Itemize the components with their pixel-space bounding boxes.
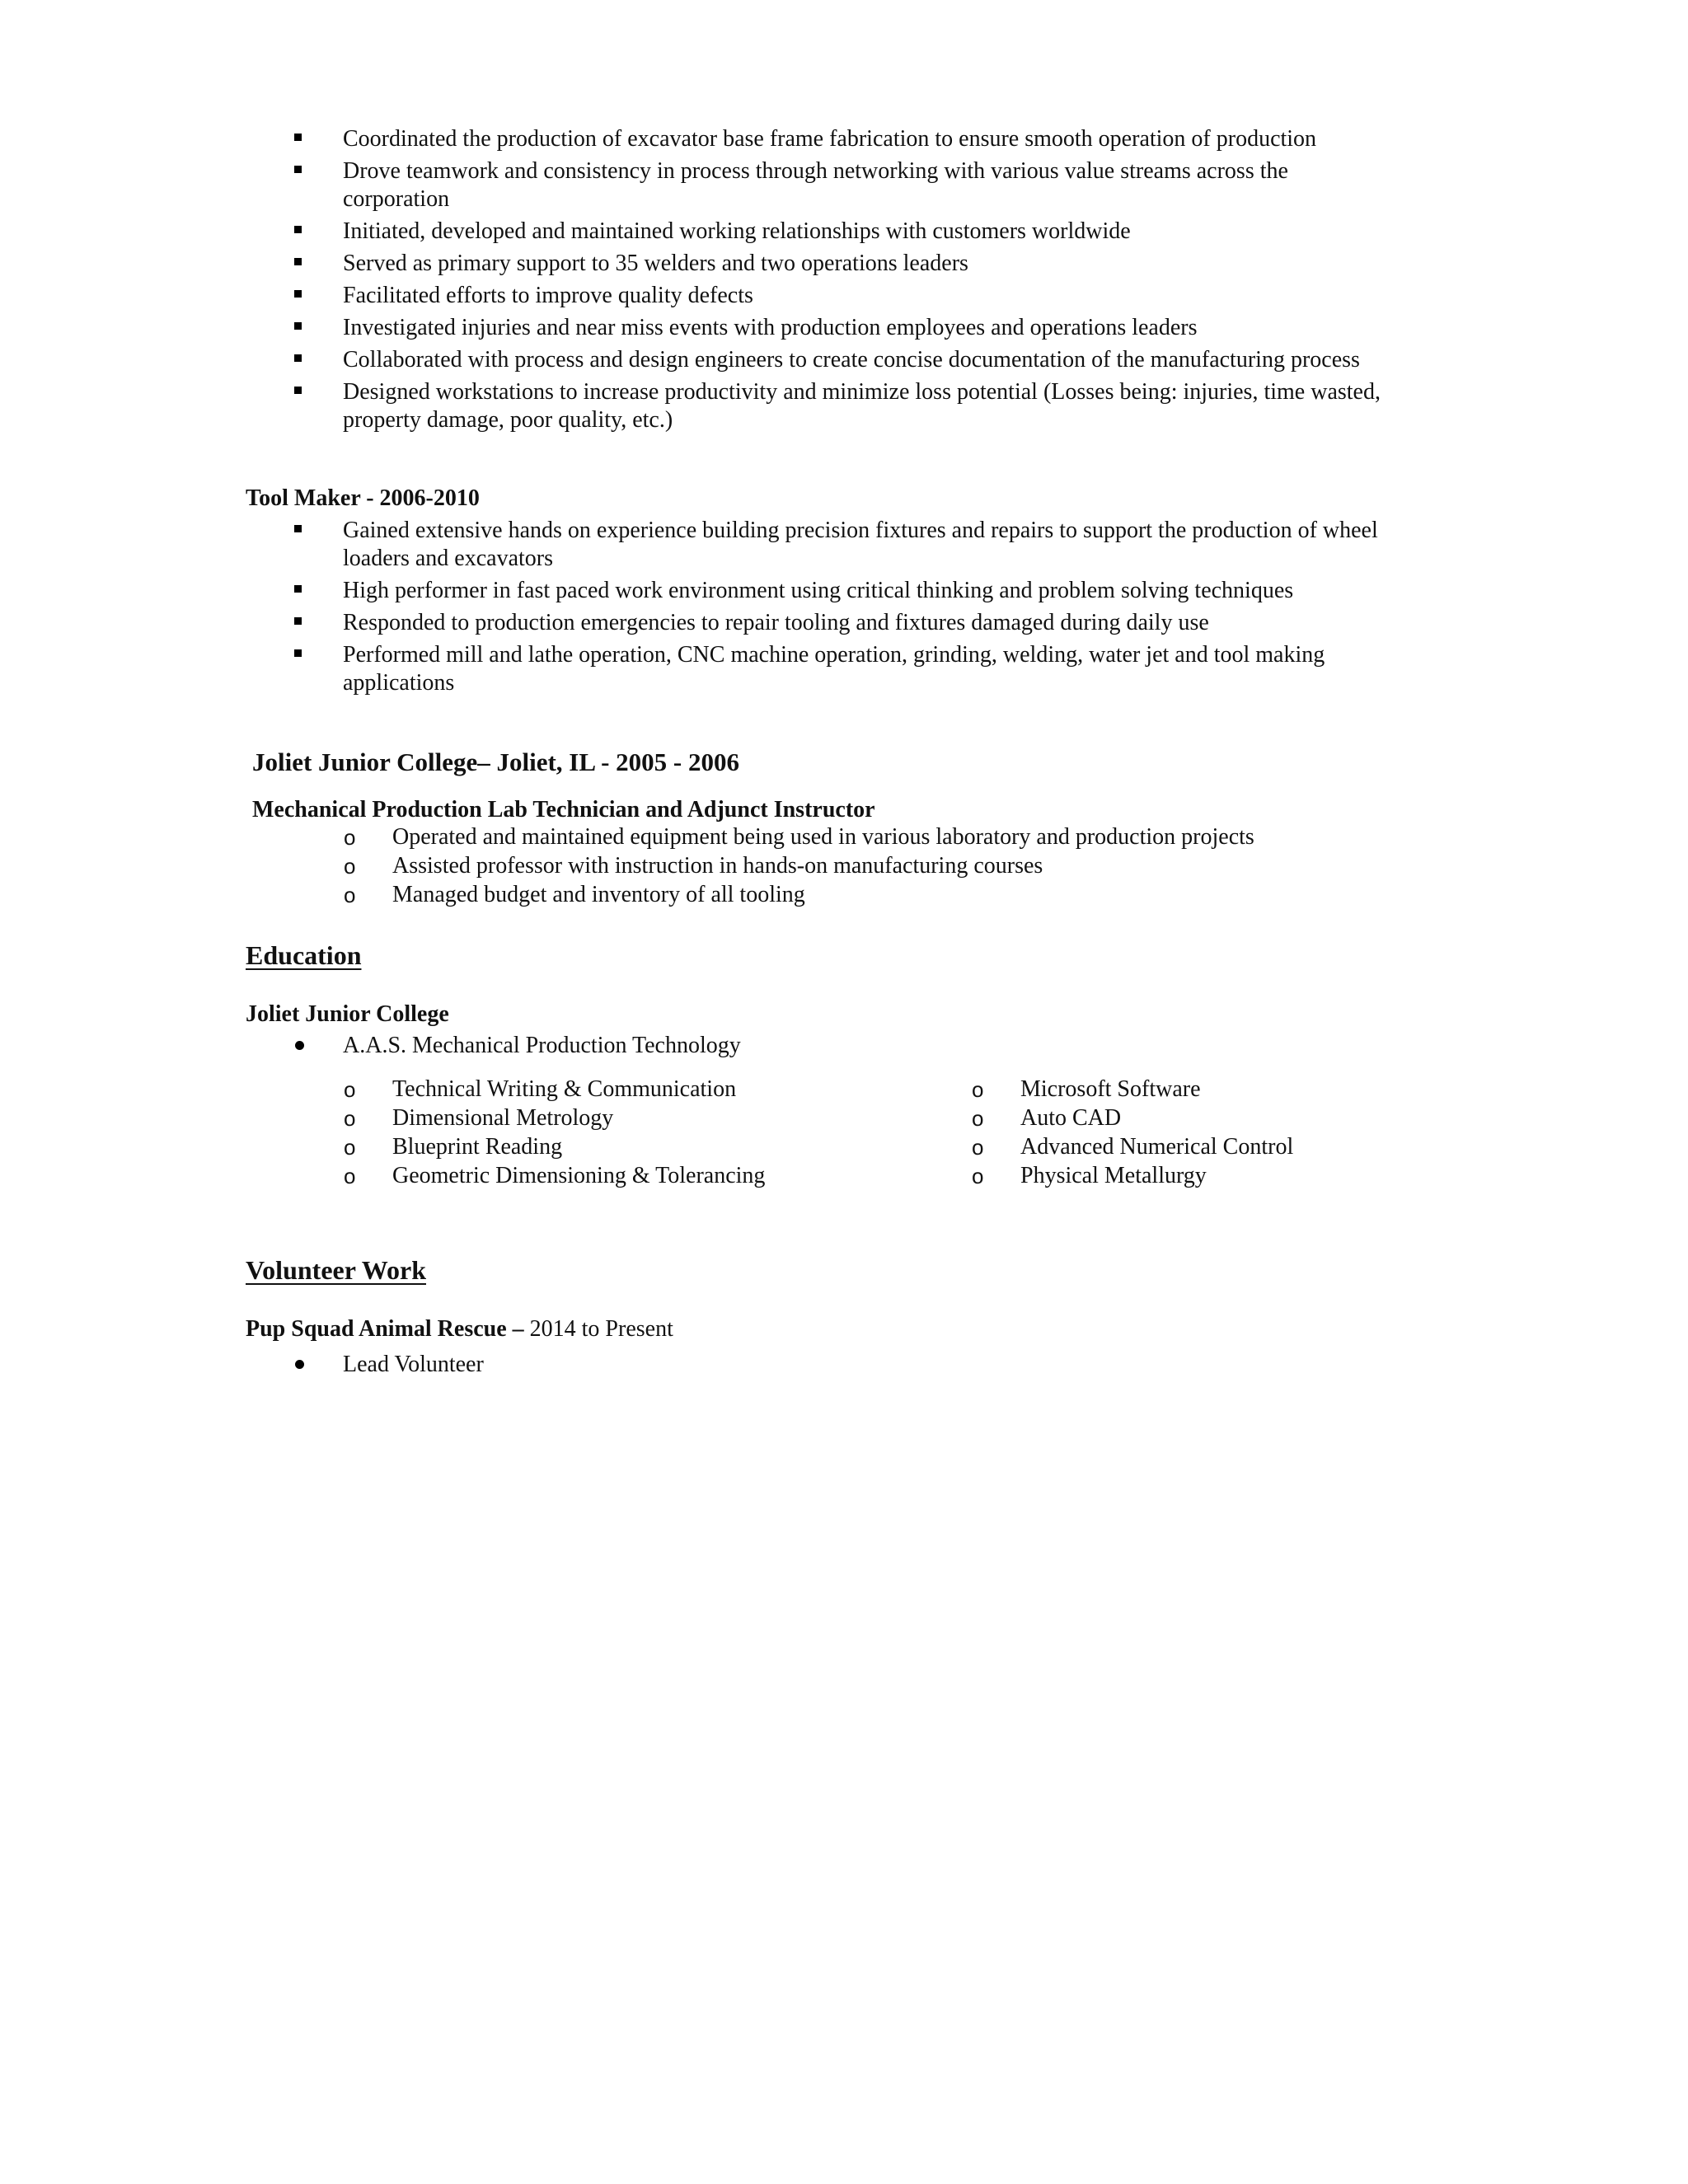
square-bullet-icon xyxy=(294,290,302,298)
employer-joliet-junior-college: Joliet Junior College– Joliet, IL - 2005 - 2006 xyxy=(252,748,739,776)
square-bullet-icon xyxy=(294,226,302,233)
square-bullet-icon xyxy=(294,585,302,593)
square-bullet-icon xyxy=(294,134,302,141)
square-bullet-icon xyxy=(294,258,302,265)
square-bullet-icon xyxy=(294,387,302,394)
bullet-text: Assisted professor with instruction in hands-on manufacturing courses xyxy=(392,853,1043,879)
bullet-text-line: Performed mill and lathe operation, CNC machine operation, grinding, welding, water jet and tool making xyxy=(343,642,1325,668)
square-bullet-icon xyxy=(294,649,302,657)
square-bullet-icon xyxy=(294,354,302,362)
bullet-text-line: corporation xyxy=(343,186,450,212)
circle-bullet-icon: o xyxy=(344,854,356,879)
circle-bullet-icon: o xyxy=(972,1164,984,1188)
bullet-text-line: applications xyxy=(343,670,455,696)
bullet-text-line: Designed workstations to increase productivity and minimize loss potential (Losses being: injuries, time wasted, xyxy=(343,379,1381,405)
volunteer-role: Lead Volunteer xyxy=(343,1352,484,1377)
school-name: Joliet Junior College xyxy=(246,1001,449,1027)
bullet-text-line: Drove teamwork and consistency in process through networking with various value streams across the xyxy=(343,158,1288,184)
volunteer-item xyxy=(0,1351,1688,1379)
course-item: Physical Metallurgy xyxy=(1020,1163,1207,1188)
section-heading-education: Education xyxy=(246,940,362,970)
circle-bullet-icon: o xyxy=(344,1077,356,1102)
job-title-tool-maker: Tool Maker - 2006-2010 xyxy=(246,485,480,511)
bullet-text-line: Responded to production emergencies to repair tooling and fixtures damaged during daily use xyxy=(343,610,1209,635)
degree-text: A.A.S. Mechanical Production Technology xyxy=(343,1033,741,1058)
circle-bullet-icon: o xyxy=(344,883,356,907)
circle-bullet-icon: o xyxy=(344,1135,356,1160)
bullet-text-line: Gained extensive hands on experience building precision fixtures and repairs to support the production of wheel xyxy=(343,518,1378,543)
bullet-text-line: High performer in fast paced work environment using critical thinking and problem solving techniques xyxy=(343,578,1294,603)
bullet-text-line: Coordinated the production of excavator base frame fabrication to ensure smooth operation of production xyxy=(343,126,1317,152)
circle-bullet-icon: o xyxy=(344,1164,356,1188)
circle-bullet-icon: o xyxy=(344,1106,356,1131)
square-bullet-icon xyxy=(294,166,302,173)
course-item: Advanced Numerical Control xyxy=(1020,1134,1294,1160)
circle-bullet-icon: o xyxy=(972,1135,984,1160)
course-item: Technical Writing & Communication xyxy=(392,1076,737,1102)
course-item: Microsoft Software xyxy=(1020,1076,1201,1102)
bullet-dot-icon xyxy=(295,1360,304,1369)
bullet-text-line: Investigated injuries and near miss events with production employees and operations leaders xyxy=(343,315,1198,340)
bullet-text-line: Initiated, developed and maintained working relationships with customers worldwide xyxy=(343,218,1131,244)
bullet-text-line: Served as primary support to 35 welders and two operations leaders xyxy=(343,251,968,276)
square-bullet-icon xyxy=(294,617,302,625)
volunteer-org-dates: 2014 to Present xyxy=(523,1316,673,1342)
square-bullet-icon xyxy=(294,525,302,532)
bullet-text-line: Collaborated with process and design engineers to create concise documentation of the manufacturing process xyxy=(343,347,1360,373)
circle-bullet-icon: o xyxy=(344,825,356,850)
course-item: Blueprint Reading xyxy=(392,1134,563,1160)
course-item: Auto CAD xyxy=(1020,1105,1122,1131)
bullet-text: Operated and maintained equipment being used in various laboratory and production projects xyxy=(392,824,1254,850)
volunteer-org-name: Pup Squad Animal Rescue – xyxy=(246,1316,524,1342)
volunteer-org xyxy=(246,1315,673,1343)
section-heading-volunteer: Volunteer Work xyxy=(246,1255,426,1285)
bullet-text-line: loaders and excavators xyxy=(343,546,553,571)
job-title-lab-technician: Mechanical Production Lab Technician and Adjunct Instructor xyxy=(252,797,875,823)
square-bullet-icon xyxy=(294,322,302,330)
course-item: Geometric Dimensioning & Tolerancing xyxy=(392,1163,766,1188)
circle-bullet-icon: o xyxy=(972,1106,984,1131)
bullet-text-line: Facilitated efforts to improve quality defects xyxy=(343,283,753,308)
course-item: Dimensional Metrology xyxy=(392,1105,614,1131)
bullet-text-line: property damage, poor quality, etc.) xyxy=(343,407,673,433)
bullet-dot-icon xyxy=(295,1041,304,1050)
circle-bullet-icon: o xyxy=(972,1077,984,1102)
degree-item xyxy=(0,1032,1688,1060)
bullet-text: Managed budget and inventory of all tooling xyxy=(392,882,805,907)
